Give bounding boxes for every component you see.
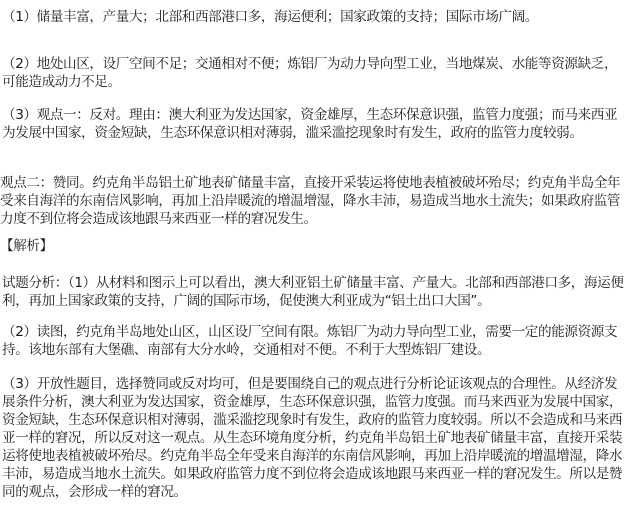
answer-item-2: （2）地处山区，设厂空间不足；交通相对不便；炼铝厂为动力导向型工业，当地煤炭、水能等资源缺乏，可能造成动力不足。 (2, 56, 618, 90)
analysis-item-3: （3）开放性题目，选择赞同或反对均可，但是要围绕自己的观点进行分析论证该观点的合理性。从经济发展条件分析，澳大利亚为发达国家，资金雄厚，生态环保意识强，监管力度强。而马来西亚为发展中国家，资金短缺，生态环保意识相对薄弱，滥采滥挖现象时有发生，政府的监管力度较弱。所以不会造成和马来西亚一样的窘况，所以反对这一观点。从生态环境角度分析，约克角半岛铝土矿地表矿储量丰富，直接开采装运将使地表植被破坏殆尽。约克角半岛全年受来自海洋的东南信风影响，再加上沿岸暖流的增温增湿，降水丰沛，易造成当地水土流失。如果政府监管力度不到位将会造成该地跟马来西亚一样的窘况发生。所以是赞同的观点，会形成一样的窘况。 (2, 376, 623, 500)
analysis-item-2: （2）读图，约克角半岛地处山区，山区设厂空间有限。炼铝厂为动力导向型工业，需要一定的能源资源支持。该地东部有大堡礁、南部有大分水岭，交通相对不便。不利于大型炼铝厂建设。 (2, 324, 618, 358)
answer-item-3-viewpoint-two: 观点二：赞同。约克角半岛铝土矿地表矿储量丰富，直接开采装运将使地表植被破坏殆尽；约克角半岛全年受来自海洋的东南信风影响，再加上沿岸暖流的增温增湿，降水丰沛，易造成当地水土流失；如果政府监管力度不到位将会造成该地跟马来西亚一样的窘况发生。 (0, 175, 621, 227)
analysis-heading: 【解析】 (0, 238, 53, 254)
answer-item-3-viewpoint-one: （3）观点一：反对。理由：澳大利亚为发达国家，资金雄厚，生态环保意识强，监管力度强；而马来西亚为发展中国家，资金短缺，生态环保意识相对薄弱，滥采滥挖现象时有发生，政府的监管力度较弱。 (2, 107, 618, 141)
answer-item-1: （1）储量丰富，产量大；北部和西部港口多，海运便利；国家政策的支持；国际市场广阔。 (2, 9, 538, 25)
analysis-item-1: 试题分析：（1）从材料和图示上可以看出，澳大利亚铝土矿储量丰富、产量大。北部和西部港口多，海运便利，再加上国家政策的支持，广阔的国际市场，促使澳大利亚成为“铝土出口大国”。 (2, 275, 624, 309)
